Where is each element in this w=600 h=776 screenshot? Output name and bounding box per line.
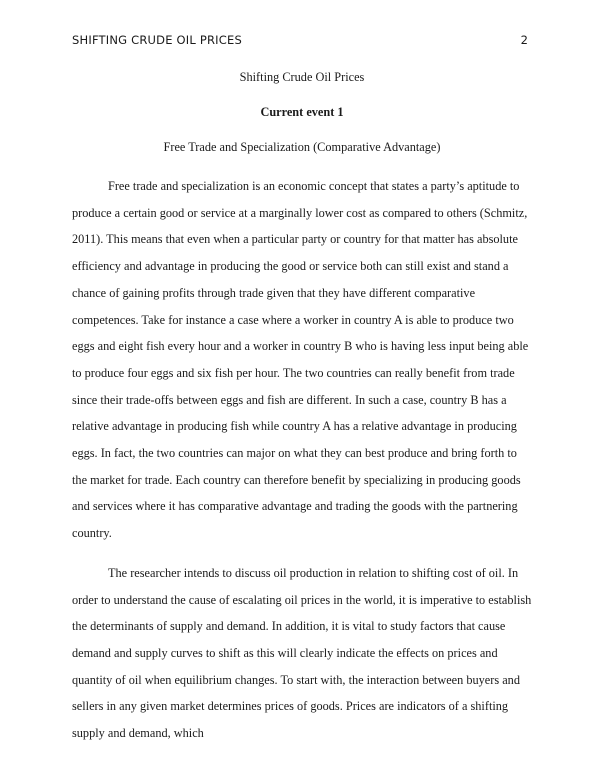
document-body: [72, 68, 532, 747]
running-title: SHIFTING CRUDE OIL PRICES: [72, 33, 242, 47]
running-header: [72, 33, 528, 47]
body-paragraph-1: Free trade and specialization is an economic concept that states a party’s aptitude to produce a certain good or service at a marginally lower cost as compared to others (Schmitz, 2011). This means that even when a particular party or country for that matter has absolute efficiency and advantage in producing the good or service both can still exist and stand a chance of gaining profits through trade given that they have different comparative competences. Take for instance a case where a worker in country A is able to produce two eggs and eight fish every hour and a worker in country B who is having less input being able to produce four eggs and six fish per hour. The two countries can really benefit from trade since their trade-offs between eggs and fish are different. In such a case, country B has a relative advantage in producing fish while country A has a relative advantage in producing eggs. In fact, the two countries can major on what they can best produce and bring forth to the market for trade. Each country can therefore benefit by specializing in producing goods and services where it has comparative advantage and trading the goods with the partnering country.: [72, 179, 529, 541]
body-paragraph-2: The researcher intends to discuss oil production in relation to shifting cost of oil. In order to understand the cause of escalating oil prices in the world, it is imperative to establish the determinants of supply and demand. In addition, it is vital to study factors that cause demand and supply curves to shift as this will clearly indicate the effects on prices and quantity of oil when equilibrium changes. To start with, the interaction between buyers and sellers in any given market determines prices of goods. Prices are indicators of a shifting supply and demand, which: [72, 565, 532, 741]
page-number: 2: [520, 33, 528, 47]
section-subheading: Free Trade and Specialization (Comparative Advantage): [163, 140, 441, 154]
event-heading: Current event 1: [260, 105, 344, 119]
document-title: Shifting Crude Oil Prices: [239, 70, 365, 84]
